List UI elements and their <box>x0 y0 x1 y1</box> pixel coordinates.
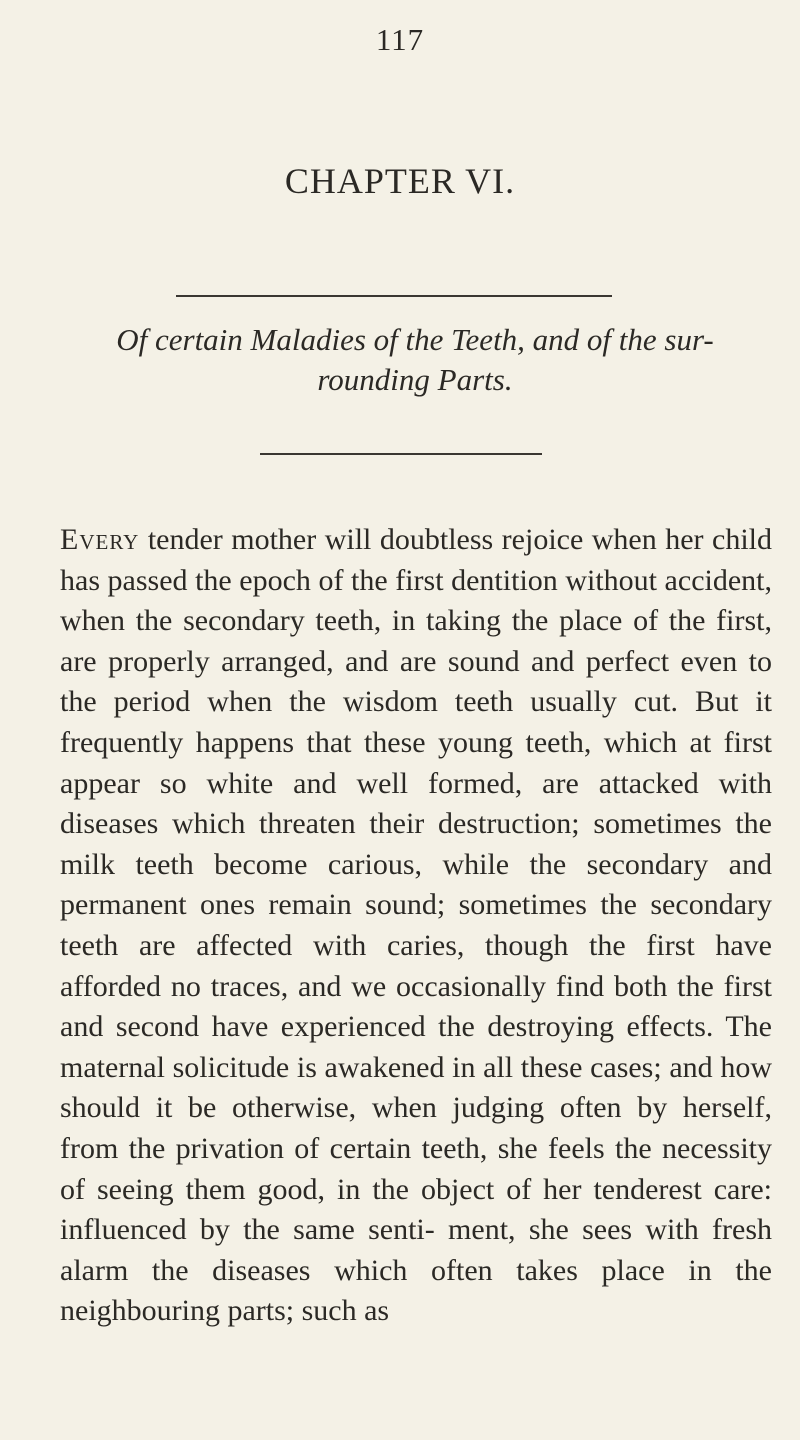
heading-divider-bottom <box>260 453 542 455</box>
chapter-subtitle: Of certain Maladies of the Teeth, and of the sur- rounding Parts. <box>116 322 714 397</box>
heading-divider-top <box>176 295 612 297</box>
body-paragraph <box>60 520 772 1332</box>
paragraph-lead-word: Every <box>60 523 140 556</box>
paragraph-body-text: tender mother will doubtless rejoice when her child has passed the epoch of the first dentition without accident, when the secondary teeth, in taking the place of the first, are properly arranged, and are sound and perfect even to the period when the wisdom teeth usually cut. But it frequently happens that these young teeth, which at first appear so white and well formed, are attacked with diseases which threaten their destruction; sometimes the milk teeth become carious, while the secondary and permanent ones remain sound; sometimes the secondary teeth are affected with caries, though the first have afforded no traces, and we occasionally find both the first and second have experienced the destroying effects. The maternal solicitude is awakened in all these cases; and how should it be otherwise, when judging often by herself, from the privation of certain teeth, she feels the necessity of seeing them good, in the object of her tenderest care: influenced by the same senti- ment, she sees with fresh alarm the diseases which often takes place in the neighbouring parts; such as <box>60 523 772 1328</box>
page-number: 117 <box>375 22 425 57</box>
chapter-heading: CHAPTER VI. <box>284 161 516 201</box>
